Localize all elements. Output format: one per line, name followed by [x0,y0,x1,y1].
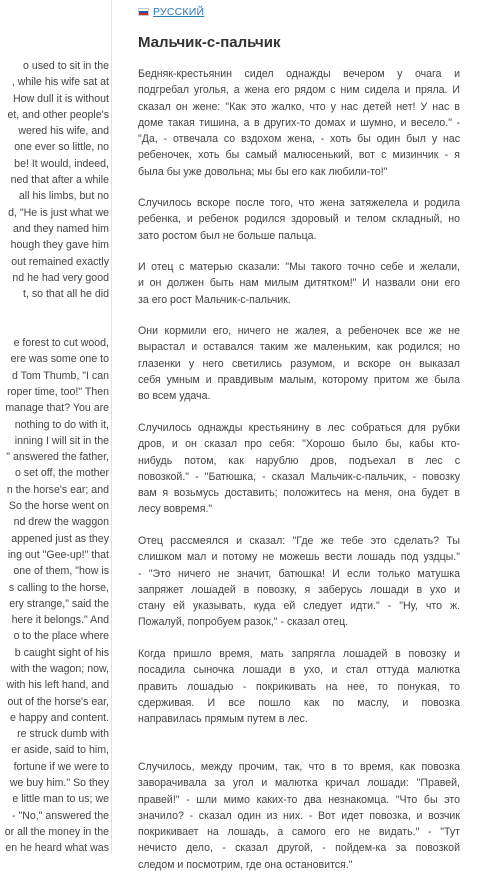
paragraph-line: доме такая тишина, а в других-то домах и шумно, и весело." - [138,116,460,129]
english-text-line: ery strange," said the [9,597,109,610]
english-text-line: o used to sit in the [23,60,109,72]
english-text-line: or all the money in the [4,825,109,838]
paragraph-line: вам я возьмусь доставить; положитесь на меня, она будет в [138,487,460,500]
english-text-line: ned that after a while [10,174,109,187]
paragraph-line: Случилось вскоре после того, что жена затяжелела и родила [138,197,460,209]
paragraph-line: лесу вовремя." [138,503,213,516]
story-title: Мальчик-с-пальчик [138,34,281,51]
english-text-line: n the horse's ear; and [6,483,109,496]
russian-flag-icon [138,8,149,16]
story-paragraph [138,195,460,244]
paragraph-line: "Да, - отвечала со вздохом жена, - хоть бы один был у нас [138,133,460,146]
english-text-line: wered his wife, and [18,125,109,138]
english-text-line [0,319,109,335]
english-text-line: nothing to do with it, [14,418,109,431]
paragraph-line: сдерживая. И все пошло как по маслу, и повозка [138,696,460,709]
paragraph-line: и он должен быть нам милым дитятком!" И назвали они его [138,277,460,290]
english-text-line: How dull it is without [13,92,109,105]
english-text-line: e forest to cut wood, [13,337,109,350]
paragraph-line: стану ей указывать, куда ей следует идти." - "Ну, что ж. [138,600,460,613]
english-text-line: e little man to us; we [12,793,109,806]
english-text-line: " answered the father, [6,451,109,464]
paragraph-line: Они кормили его, ничего не жалея, а ребеночек все же не [138,325,460,337]
english-text-line: inning I will sit in the [14,434,109,447]
english-text-line: and they named him [13,222,109,235]
english-text-line: hough they gave him [10,239,109,252]
english-text-line: out remained exactly [11,255,109,268]
english-text-line: e happy and content. [10,711,109,724]
english-text-line: here it belongs." And [11,614,109,627]
paragraph-line: нибудь потом, как нарублю дров, подъехал в лес с [138,454,460,467]
paragraph-line: Отец рассмеялся и сказал: "Где же тебе это сделать? Ты [138,535,460,547]
english-text-line: t, so that all he did [23,288,109,301]
english-text-line: , while his wife sat at [11,76,109,89]
paragraph-line: дров, и он сказал про себя: "Хорошо было бы, кабы кто- [138,438,460,451]
english-text-line: one ever so little, no [14,141,109,154]
paragraph-line: покрикивает на лошадь, а самого его не видать." - "Тут [138,826,460,839]
paragraph-line: себя умным и правдивым малым, которому притом же была [138,373,460,386]
english-text-line: one of them, "how is [13,565,109,578]
paragraph-line: Когда пришло время, мать запрягла лошадей в повозку и [138,648,460,660]
english-text-line: manage that? You are [5,402,109,415]
paragraph-line: - "Это ничего не значит, батюшка! И если только матушка [138,567,460,580]
english-text-line: s calling to the horse, [8,581,109,594]
story-paragraph [138,66,460,180]
english-text-line: fortune if we were to [13,760,109,773]
paragraph-line: слишком мал и потому не можешь вести лошадь под уздцы." [138,551,460,564]
english-text-line: So the horse went on [8,500,109,513]
paragraph-line: правей!" - шли мимо каких-то два незнакомца. "Что бы это [138,793,460,806]
english-text-line: with the wagon; now, [10,662,109,675]
english-text-line: ing out "Gee-up!" that [7,548,109,561]
paragraph-line: заворачивала за угол и малютка кричал лошади: "Правей, [138,777,460,790]
english-text-line: be! It would, indeed, [14,157,109,170]
paragraph-line: подгребал уголья, а жена его рядом с ним сидела и пряла. И [138,84,460,97]
paragraph-line: ребеночек, хоть бы самый малюсенький, вот с мизинчик - я [138,149,460,162]
paragraph-line: запряжет лошадей в повозку, я заберусь лошади в ухо и [138,583,460,596]
language-link-russian[interactable]: РУССКИЙ [153,6,205,18]
story-paragraph [138,323,460,404]
english-text-line: er aside, said to him, [11,744,109,757]
paragraph-line: направилась прямым путем в лес. [138,713,308,726]
paragraph-line: значило? - сказал один из них. - Вот идет повозка, и возчик [138,809,460,822]
paragraph-line: Случилось, между прочим, так, что в то время, как повозка [138,761,460,773]
paragraph-line: была бы уже довольна; мы бы его как любили-то!" [138,165,388,178]
paragraph-line: за его рост Мальчик-с-пальчик. [138,293,291,306]
paragraph-line: Бедняк-крестьянин сидел однажды вечером у очага и [138,68,460,80]
paragraph-line: править лошадью - покрикивать на нее, то понукая, то [138,680,460,693]
english-text-line: - "No," answered the [11,809,109,822]
paragraph-line: нечисто дело, - сказал другой, - пойдем-ка за повозкой [138,842,460,855]
english-text-line: appened just as they [11,532,109,545]
story-paragraph [138,759,460,873]
column-divider [111,0,112,854]
story-paragraph [138,533,460,631]
paragraph-line: глазенки у него светились разумом, и вскоре он выказал [138,357,460,370]
paragraph-line: сказал он жене: "Как это жалко, что у нас детей нет! У нас в [138,100,460,113]
russian-text-column [138,0,460,871]
paragraph-line: повозкой." - "Батюшка, - сказал Мальчик-с-пальчик, - повозку [138,470,460,483]
english-text-line: we buy him." So they [9,777,109,790]
paragraph-line: вырастал и оставался таким же маленьким, как родился; но [138,341,460,354]
english-text-line: en he heard what was [5,842,109,854]
paragraph-line: ребенка, и ребенок родился здоровый и телом складный, но [138,213,460,226]
english-text-line: re struck dumb with [17,728,109,741]
paragraph-line: Пожалуй, попробуем разок," - сказал отец. [138,616,349,629]
english-text-line: ere was some one to [10,353,109,366]
english-text-line: o set off, the mother [14,467,109,480]
paragraph-line: посадила сыночка лошади в ухо, и стал оттуда малютка [138,664,460,677]
paragraph-line: зато ростом был не больше пальца. [138,229,317,242]
english-text-line: o to the place where [13,630,109,643]
story-paragraph [138,646,460,727]
paragraph-line: следом и посмотрим, где она остановится." [138,858,353,871]
english-text-line: nd he had very good [12,271,109,284]
story-paragraph [138,259,460,308]
english-text-line: d Tom Thumb, "I can [12,369,109,382]
english-text-fragment [0,58,109,854]
english-text-line [0,302,109,318]
english-text-line: all his limbs, but no [18,190,109,203]
english-text-line: roper time, too!" Then [7,385,109,398]
paragraph-line: Случилось однажды крестьянину в лес собраться для рубки [138,422,460,434]
english-text-line: et, and other people's [7,108,109,121]
paragraph-line: И отец с матерью сказали: "Мы такого точно себе и желали, [138,261,460,273]
english-text-line: b caught sight of his [14,646,109,659]
english-text-column [0,58,109,854]
paragraph-line: во всем удача. [138,390,211,403]
english-text-line: with his left hand, and [6,679,109,692]
story-paragraph [138,420,460,518]
english-text-line: out of the horse's ear, [7,695,109,708]
english-text-line: d, "He is just what we [8,206,109,219]
language-switch[interactable] [138,4,204,20]
english-text-line: nd drew the waggon [13,516,109,529]
